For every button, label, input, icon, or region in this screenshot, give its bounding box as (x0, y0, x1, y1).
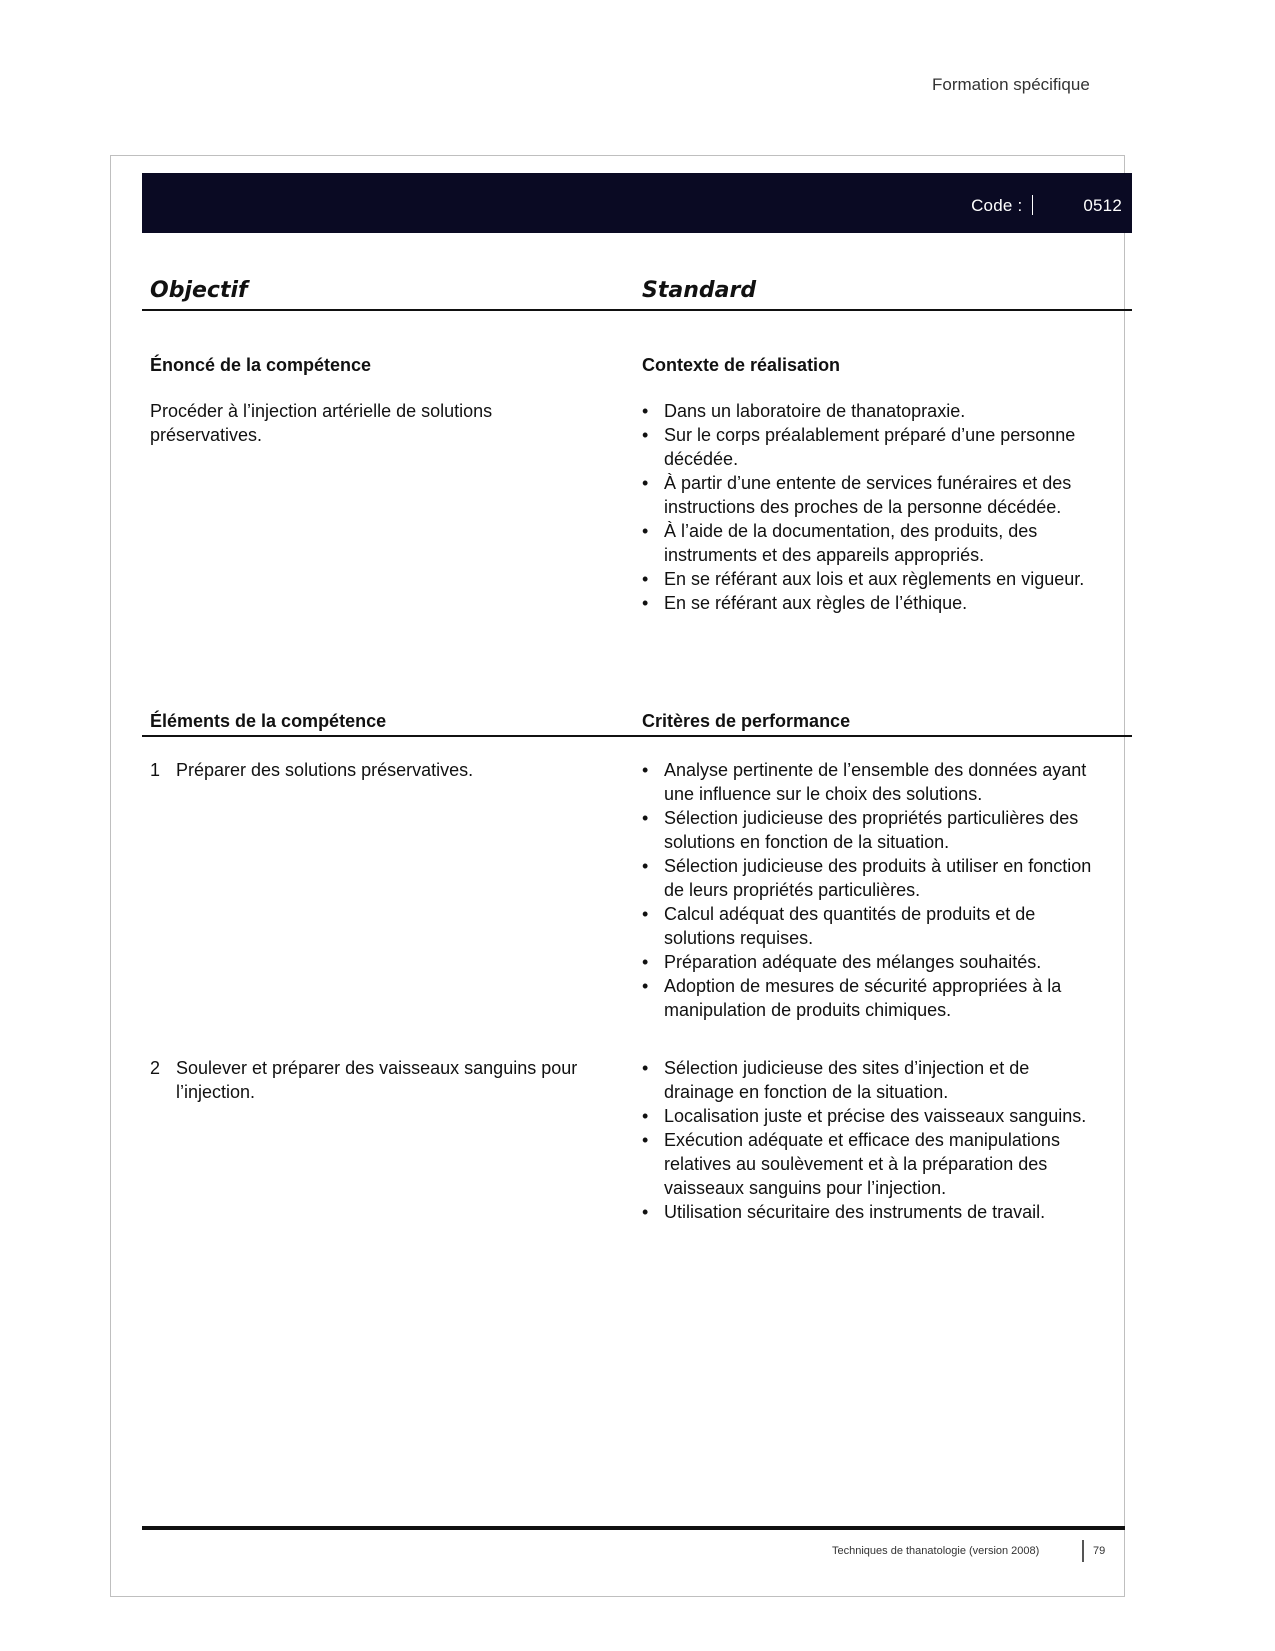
critere-item: • Exécution adéquate et efficace des manipulations relatives au soulèvement et à la préparation des vaisseaux sanguins pour l’injection. (642, 1128, 1102, 1200)
footer-text: Techniques de thanatologie (version 2008) (832, 1545, 1040, 1557)
element-item (150, 758, 610, 782)
footer-separator (1082, 1540, 1084, 1562)
critere-item: • Calcul adéquat des quantités de produits et de solutions requises. (642, 902, 1102, 950)
element-item (150, 1056, 610, 1104)
contexte-item: • À partir d’une entente de services funéraires et des instructions des proches de la personne décédée. (642, 471, 1102, 519)
criteres-list-1 (642, 758, 1102, 1022)
critere-item: • Préparation adéquate des mélanges souhaités. (642, 950, 1102, 974)
enonce-heading: Énoncé de la compétence (150, 355, 372, 375)
contexte-item: • À l’aide de la documentation, des produits, des instruments et des appareils appropriés. (642, 519, 1102, 567)
contexte-item: • Dans un laboratoire de thanatopraxie. (642, 399, 1102, 423)
element-number: 1 (150, 760, 161, 780)
code-bar (142, 173, 1132, 233)
code-value: 0512 (1083, 196, 1122, 215)
page-number: 79 (1093, 1545, 1106, 1557)
footer-rule (142, 1526, 1125, 1530)
code-separator (1032, 195, 1033, 215)
critere-item: • Adoption de mesures de sécurité appropriées à la manipulation de produits chimiques. (642, 974, 1102, 1022)
contexte-item: • En se référant aux lois et aux règlements en vigueur. (642, 567, 1102, 591)
title-rule (142, 309, 1132, 311)
elements-heading: Éléments de la compétence (150, 711, 387, 731)
code-label: Code : (971, 196, 1023, 215)
element-number: 2 (150, 1058, 161, 1078)
critere-item: • Analyse pertinente de l’ensemble des données ayant une influence sur le choix des solutions. (642, 758, 1102, 806)
contexte-heading: Contexte de réalisation (642, 355, 841, 375)
contexte-item: • Sur le corps préalablement préparé d’une personne décédée. (642, 423, 1102, 471)
competency-code (971, 195, 1122, 216)
objectif-title: Objectif (150, 278, 248, 303)
enonce-text: Procéder à l’injection artérielle de solutions préservatives. (150, 401, 493, 445)
element-text: Préparer des solutions préservatives. (176, 760, 474, 780)
contexte-list (642, 399, 1102, 615)
criteres-list-2 (642, 1056, 1102, 1224)
critere-item: • Sélection judicieuse des produits à utiliser en fonction de leurs propriétés particulières. (642, 854, 1102, 902)
contexte-item: • En se référant aux règles de l’éthique. (642, 591, 1102, 615)
elements-rule (142, 735, 1132, 737)
critere-item: • Sélection judicieuse des sites d’injection et de drainage en fonction de la situation. (642, 1056, 1102, 1104)
critere-item: • Localisation juste et précise des vaisseaux sanguins. (642, 1104, 1102, 1128)
critere-item: • Sélection judicieuse des propriétés particulières des solutions en fonction de la situation. (642, 806, 1102, 854)
standard-title: Standard (642, 278, 757, 303)
running-head: Formation spécifique (932, 75, 1090, 94)
element-text: Soulever et préparer des vaisseaux sanguins pour l’injection. (176, 1058, 578, 1102)
critere-item: • Utilisation sécuritaire des instruments de travail. (642, 1200, 1102, 1224)
criteres-heading: Critères de performance (642, 711, 851, 731)
